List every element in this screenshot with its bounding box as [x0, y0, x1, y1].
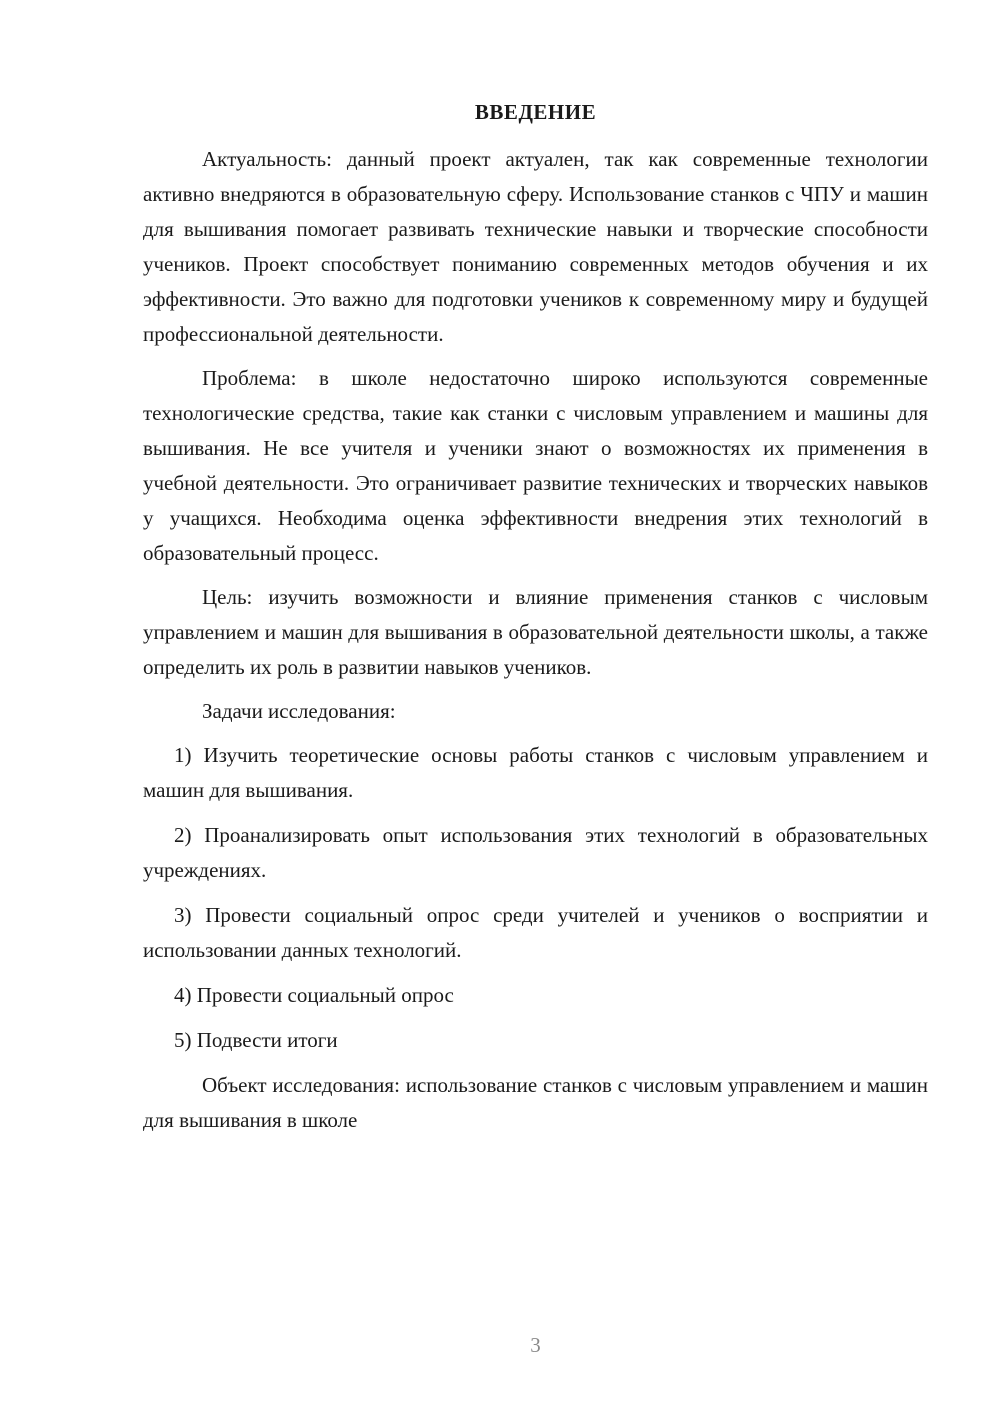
page-content [143, 95, 928, 1147]
goal-paragraph: Цель: изучить возможности и влияние применения станков с числовым управлением и машин для вышивания в образовательной деятельности школы, а также определить их роль в развитии навыков учеников. [143, 585, 928, 679]
page-number: 3 [530, 1333, 541, 1357]
object-paragraph: Объект исследования: использование станков с числовым управлением и машин для вышивания в школе [143, 1073, 928, 1132]
task-item: 2) Проанализировать опыт использования этих технологий в образовательных учреждениях. [143, 823, 928, 882]
relevance-paragraph: Актуальность: данный проект актуален, так как современные технологии активно внедряются в образовательную сферу. Использование станков с ЧПУ и машин для вышивания помогает развивать технические навыки и творческие способности учеников. Проект способствует пониманию современных методов обучения и их эффективности. Это важно для подготовки учеников к современному миру и будущей профессиональной деятельности. [143, 147, 928, 346]
task-item: 3) Провести социальный опрос среди учителей и учеников о восприятии и использовании данных технологий. [143, 903, 928, 962]
problem-paragraph: Проблема: в школе недостаточно широко используются современные технологические средства, такие как станки с числовым управлением и машины для вышивания. Не все учителя и ученики знают о возможностях их применения в учебной деятельности. Это ограничивает развитие технических и творческих навыков у учащихся. Необходима оценка эффективности внедрения этих технологий в образовательный процесс. [143, 366, 928, 565]
task-item: 4) Провести социальный опрос [174, 983, 454, 1007]
tasks-heading: Задачи исследования: [202, 699, 396, 723]
task-item: 1) Изучить теоретические основы работы станков с числовым управлением и машин для вышивания. [143, 743, 928, 802]
page-title: ВВЕДЕНИЕ [474, 100, 597, 124]
task-item: 5) Подвести итоги [174, 1028, 338, 1052]
